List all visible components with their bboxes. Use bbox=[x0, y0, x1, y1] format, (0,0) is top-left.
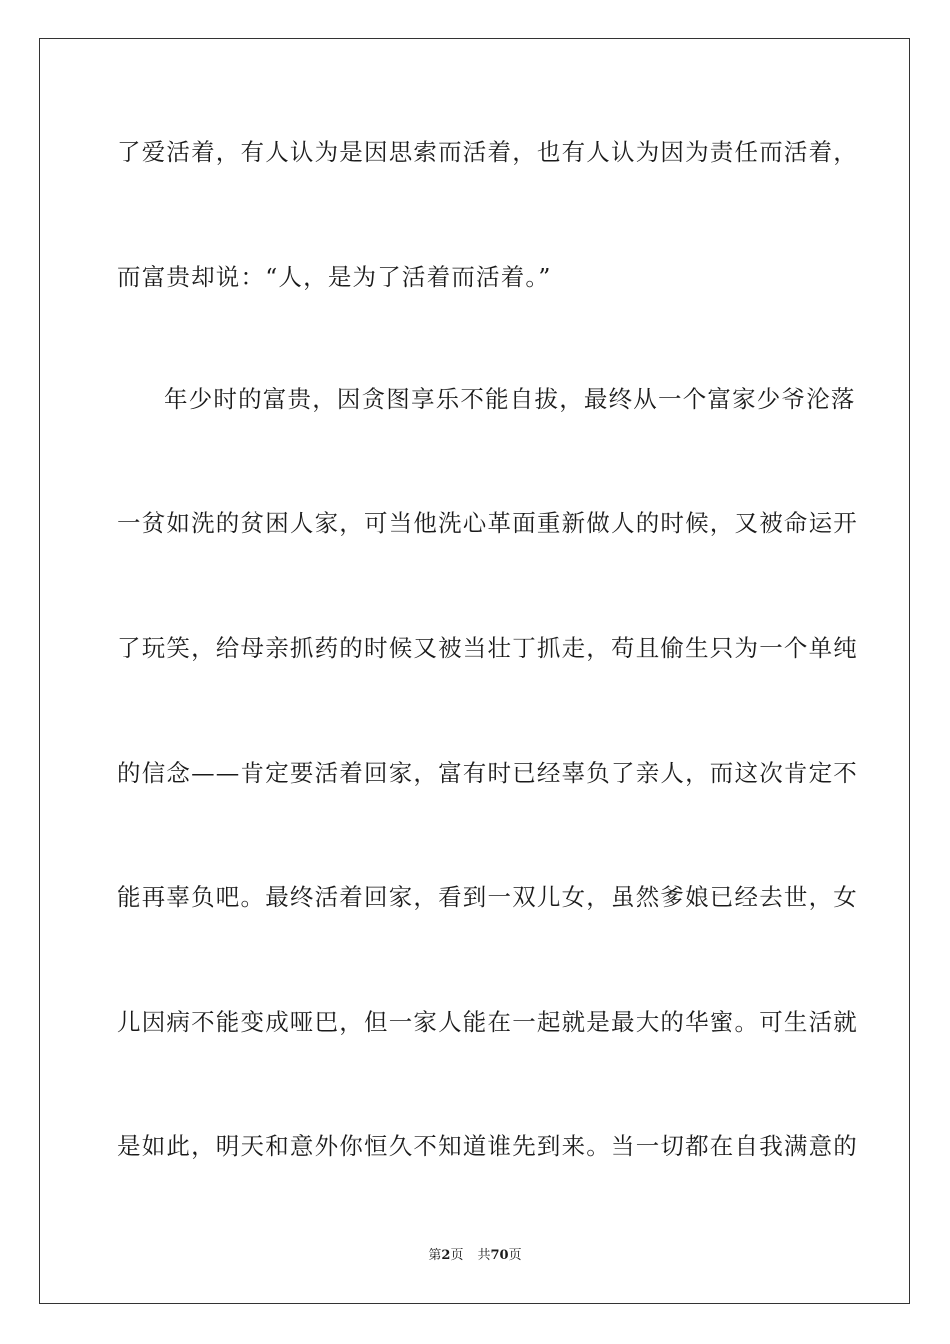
page-footer bbox=[0, 1247, 950, 1265]
text-line-7: 能再辜负吧。最终活着回家，看到一双儿女，虽然爹娘已经去世，女 bbox=[117, 883, 858, 911]
text-line-8: 儿因病不能变成哑巴，但一家人能在一起就是最大的华蜜。可生活就 bbox=[117, 1008, 858, 1036]
text-line-6: 的信念——肯定要活着回家，富有时已经辜负了亲人，而这次肯定不 bbox=[117, 759, 858, 787]
current-page-number: 2 bbox=[441, 1248, 451, 1263]
text-line-9: 是如此，明天和意外你恒久不知道谁先到来。当一切都在自我满意的 bbox=[117, 1132, 858, 1160]
total-prefix: 共 bbox=[477, 1248, 491, 1263]
total-page-count: 70 bbox=[490, 1248, 509, 1263]
page-suffix: 页 bbox=[450, 1248, 464, 1263]
text-line-5: 了玩笑，给母亲抓药的时候又被当壮丁抓走，苟且偷生只为一个单纯 bbox=[117, 634, 858, 662]
page-prefix: 第 bbox=[428, 1248, 442, 1263]
total-suffix: 页 bbox=[508, 1248, 522, 1263]
text-line-1: 了爱活着，有人认为是因思索而活着，也有人认为因为责任而活着， bbox=[117, 138, 858, 166]
page-frame bbox=[39, 38, 910, 1304]
text-line-2: 而富贵却说：“人，是为了活着而活着。” bbox=[117, 263, 552, 291]
text-line-4: 一贫如洗的贫困人家，可当他洗心革面重新做人的时候，又被命运开 bbox=[117, 509, 858, 537]
text-line-3: 年少时的富贵，因贪图享乐不能自拔，最终从一个富家少爷沦落 bbox=[164, 385, 856, 413]
